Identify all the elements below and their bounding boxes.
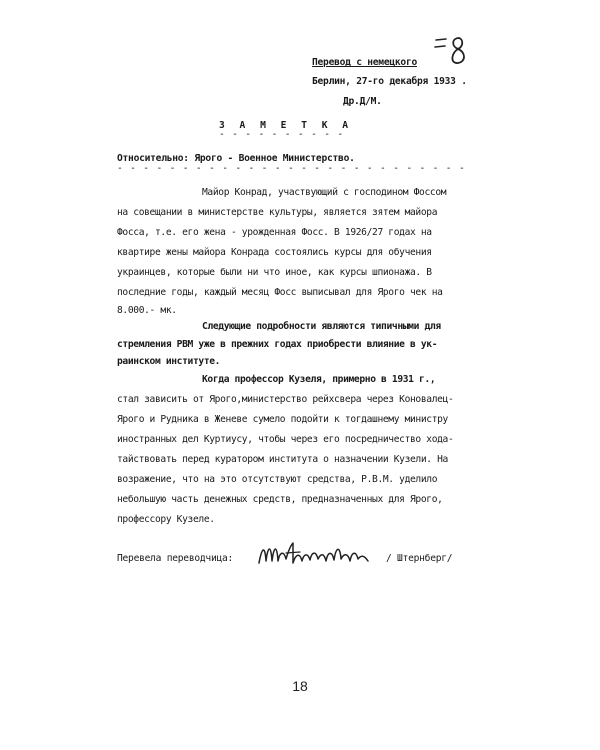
body-line-5: украинцев, которые были ни что иное, как курсы шпионажа. В (117, 267, 432, 278)
title-underline: - - - - - - - - - - (219, 129, 344, 140)
body-line-8: Следующие подробности являются типичными для (202, 321, 441, 332)
reference-code: Др.Д/М. (343, 96, 382, 107)
body-line-18: профессору Кузеле. (117, 514, 215, 525)
body-line-6: последние годы, каждый месяц Фосс выписывал для Ярого чек на (117, 287, 443, 298)
body-line-3: Фосса, т.е. его жена - урожденная Фосс. В 1926/27 годах на (117, 227, 432, 238)
signature-name: / Штернберг/ (386, 553, 453, 564)
body-line-12: стал зависить от Ярого,министерство рейхсвера через Коновалец- (117, 394, 454, 405)
place-date: Берлин, 27-го декабря 1933 . (312, 76, 467, 87)
body-line-15: тайствовать перед куратором института о назначении Кузели. На (117, 454, 448, 465)
handwritten-signature (256, 539, 372, 571)
body-line-10: раинском институте. (117, 356, 221, 367)
body-line-4: квартире жены майора Конрада состоялись курсы для обучения (117, 247, 432, 258)
body-line-13: Ярого и Рудника в Женеве сумело подойти к тогдашнему министру (117, 414, 448, 425)
body-line-11: Когда профессор Кузеля, примерно в 1931 г., (202, 374, 436, 385)
handwritten-page-mark (433, 34, 473, 70)
subject-underline: - - - - - - - - - - - - - - - - - - - - - - - - - - - (117, 163, 466, 174)
page-number: 18 (292, 678, 308, 694)
body-line-1: Майор Конрад, участвующий с господином Фоссом (202, 187, 447, 198)
translation-note: Перевод с немецкого (312, 57, 417, 68)
body-line-2: на совещании в министерстве культуры, является зятем майора (117, 207, 438, 218)
body-line-9: стремления РВМ уже в прежних годах приобрести влияние в ук- (117, 339, 438, 350)
signature-label: Перевела переводчица: (117, 553, 234, 564)
body-line-14: иностранных дел Куртиусу, чтобы через его посредничество хода- (117, 434, 454, 445)
body-line-17: небольшую часть денежных средств, предназначенных для Ярого, (117, 494, 443, 505)
document-title: З А М Е Т К А (219, 120, 353, 131)
body-line-7: 8.000.- мк. (117, 305, 177, 316)
subject-line: Относительно: Ярого - Военное Министерство. (117, 153, 355, 164)
body-line-16: возражение, что на это отсутствуют средства, Р.В.М. уделило (117, 474, 438, 485)
